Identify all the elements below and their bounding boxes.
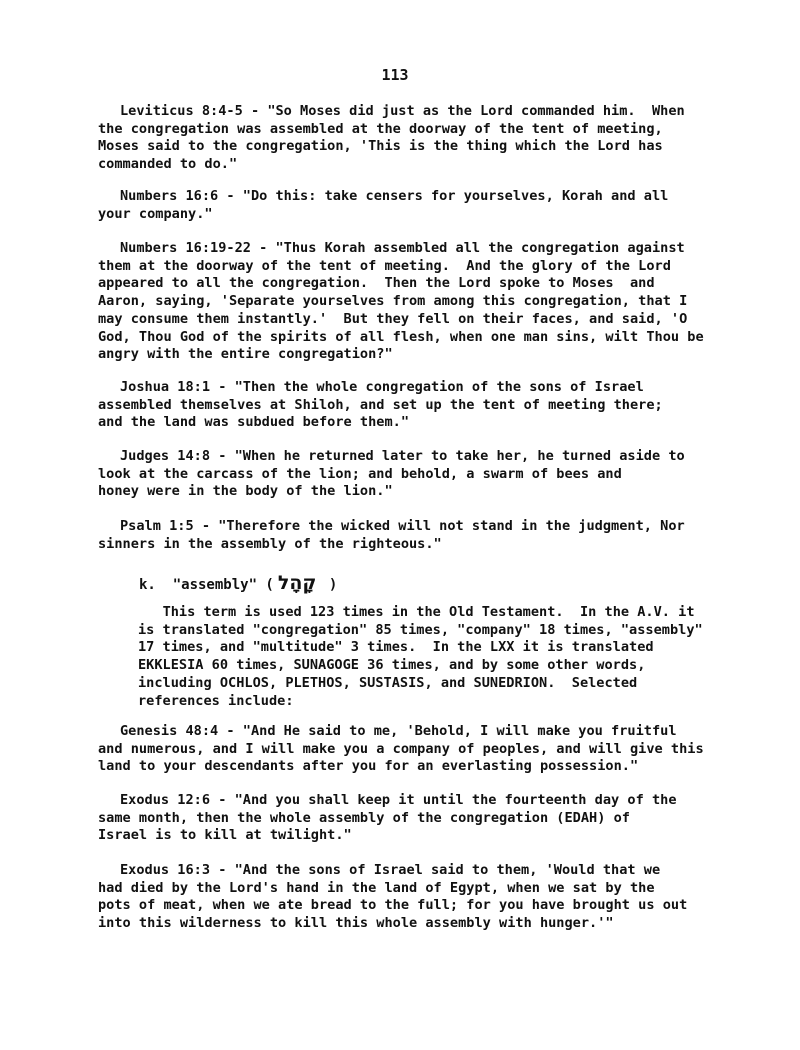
- passage-psalm: Psalm 1:5 - "Therefore the wicked will not stand in the judgment, Nor sinners in the assembly of the righteous.": [98, 518, 685, 552]
- passage-exodus-16: Exodus 16:3 - "And the sons of Israel said to them, 'Would that we had died by the Lord's hand in the land of Egypt, when we sat by the pots of meat, when we ate bread to the full; for you have brought us out into this wilderness to kill this whole assembly with hunger.'": [98, 862, 688, 932]
- page-number: 113: [381, 66, 409, 84]
- hebrew-word: קָהָל: [277, 572, 317, 594]
- passage-numbers-16-19: Numbers 16:19-22 - "Thus Korah assembled all the congregation against them at the doorway of the tent of meeting. And the glory of the Lord appeared to all the congregation. Then the Lord spoke to Moses and Aaron, saying, 'Separate yourselves from among this congregation, that I may consume them instantly.' But they fell on their faces, and said, 'O God, Thou God of the spirits of all flesh, when one man sins, wilt Thou be angry with the entire congregation?": [98, 240, 704, 363]
- section-k-label: k. "assembly" (: [139, 577, 274, 593]
- section-k-heading: [139, 572, 337, 594]
- section-k-close: ): [320, 577, 338, 593]
- passage-judges: Judges 14:8 - "When he returned later to take her, he turned aside to look at the carcass of the lion; and behold, a swarm of bees and honey were in the body of the lion.": [98, 448, 685, 500]
- passage-numbers-16-6: Numbers 16:6 - "Do this: take censers for yourselves, Korah and all your company.": [98, 188, 669, 222]
- section-k-body: This term is used 123 times in the Old Testament. In the A.V. it is translated "congregation" 85 times, "company" 18 times, "assembly" 17 times, and "multitude" 3 times. In the LXX it is translated EKKLESIA 60 times, SUNAGOGE 36 times, and by some other words, including OCHLOS, PLETHOS, SUSTASIS, and SUNEDRION. Selected references include:: [138, 604, 703, 709]
- passage-leviticus: Leviticus 8:4-5 - "So Moses did just as the Lord commanded him. When the congregation was assembled at the doorway of the tent of meeting, Moses said to the congregation, 'This is the thing which the Lord has commanded to do.": [98, 103, 685, 173]
- passage-joshua: Joshua 18:1 - "Then the whole congregation of the sons of Israel assembled themselves at Shiloh, and set up the tent of meeting there; and the land was subdued before them.": [98, 379, 663, 431]
- passage-exodus-12: Exodus 12:6 - "And you shall keep it until the fourteenth day of the same month, then the whole assembly of the congregation (EDAH) of Israel is to kill at twilight.": [98, 792, 677, 844]
- passage-genesis: Genesis 48:4 - "And He said to me, 'Behold, I will make you fruitful and numerous, and I will make you a company of peoples, and will give this land to your descendants after you for an everlasting possession.": [98, 723, 704, 775]
